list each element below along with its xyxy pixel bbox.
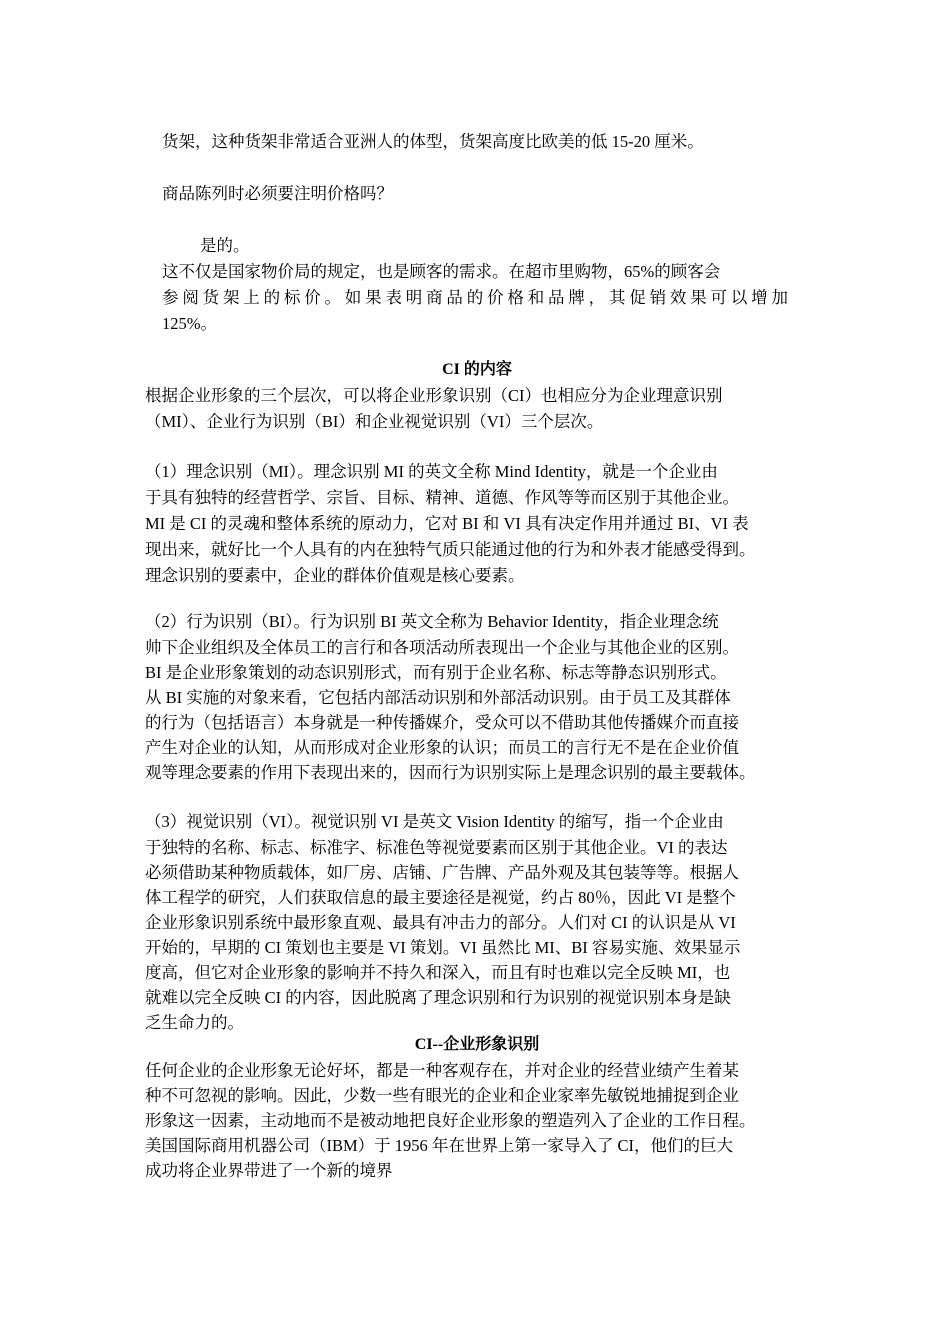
- text-line: 观等理念要素的作用下表现出来的，因而行为识别实际上是理念识别的最主要载体。: [145, 763, 756, 782]
- text-line: 从 BI 实施的对象来看，它包括内部活动识别和外部活动识别。由于员工及其群体: [145, 688, 731, 707]
- text-line: 货架，这种货架非常适合亚洲人的体型，货架高度比欧美的低 15-20 厘米。: [162, 132, 704, 151]
- text-line: 成功将企业界带进了一个新的境界: [145, 1161, 393, 1180]
- section-heading: CI 的内容: [442, 361, 512, 378]
- text-line: （2）行为识别（BI）。行为识别 BI 英文全称为 Behavior Identity，指企业理念统: [145, 612, 719, 631]
- section-heading: CI--企业形象识别: [414, 1036, 540, 1053]
- text-line: 度高，但它对企业形象的影响并不持久和深入，而且有时也难以完全反映 MI，也: [145, 963, 731, 982]
- text-line: 现出来，就好比一个人具有的内在独特气质只能通过他的行为和外表才能感受得到。: [145, 540, 756, 559]
- question-line: 商品陈列时必须要注明价格吗？: [162, 184, 393, 203]
- text-line: 帅下企业组织及全体员工的言行和各项活动所表现出一个企业与其他企业的区别。: [145, 638, 739, 657]
- text-line: 根据企业形象的三个层次，可以将企业形象识别（CI）也相应分为企业理意识别: [145, 386, 723, 405]
- text-line: 就难以完全反映 CI 的内容，因此脱离了理念识别和行为识别的视觉识别本身是缺: [145, 988, 731, 1007]
- text-line: 产生对企业的认知，从而形成对企业形象的认识；而员工的言行无不是在企业价值: [145, 738, 739, 757]
- text-line: 企业形象识别系统中最形象直观、最具有冲击力的部分。人们对 CI 的认识是从 VI: [145, 913, 736, 932]
- text-line: 种不可忽视的影响。因此，少数一些有眼光的企业和企业家率先敏锐地捕捉到企业: [145, 1086, 739, 1105]
- text-line: 必须借助某种物质载体，如厂房、店铺、广告牌、产品外观及其包装等等。根据人: [145, 863, 739, 882]
- text-line: 参阅货架上的标价。如果表明商品的价格和品牌，其促销效果可以增加: [162, 288, 788, 307]
- text-line: 形象这一因素，主动地而不是被动地把良好企业形象的塑造列入了企业的工作日程。: [145, 1111, 756, 1130]
- text-line: 于独特的名称、标志、标准字、标准色等视觉要素而区别于其他企业。VI 的表达: [145, 838, 728, 857]
- text-line: 的行为（包括语言）本身就是一种传播媒介，受众可以不借助其他传播媒介而直接: [145, 713, 739, 732]
- text-line: MI 是 CI 的灵魂和整体系统的原动力，它对 BI 和 VI 具有决定作用并通过 BI、VI 表: [145, 514, 749, 533]
- text-line: 这不仅是国家物价局的规定，也是顾客的需求。在超市里购物，65%的顾客会: [162, 262, 721, 281]
- text-line: 125%。: [162, 314, 217, 333]
- answer-line: 是的。: [200, 236, 250, 255]
- text-line: 开始的，早期的 CI 策划也主要是 VI 策划。VI 虽然比 MI、BI 容易实施、效果显示: [145, 938, 741, 957]
- text-line: （MI）、企业行为识别（BI）和企业视觉识别（VI）三个层次。: [145, 412, 604, 431]
- text-line: 任何企业的企业形象无论好坏，都是一种客观存在，并对企业的经营业绩产生着某: [145, 1061, 739, 1080]
- text-line: 体工程学的研究，人们获取信息的最主要途径是视觉，约占 80％，因此 VI 是整个: [145, 888, 736, 907]
- text-line: （3）视觉识别（VI）。视觉识别 VI 是英文 Vision Identity 的缩写，指一个企业由: [145, 812, 724, 831]
- text-line: 美国国际商用机器公司（IBM）于 1956 年在世界上第一家导入了 CI，他们的巨大: [145, 1136, 734, 1155]
- text-line: （1）理念识别（MI）。理念识别 MI 的英文全称 Mind Identity，就是一个企业由: [145, 462, 718, 481]
- text-line: 理念识别的要素中，企业的群体价值观是核心要素。: [145, 566, 525, 585]
- text-line: 于具有独特的经营哲学、宗旨、目标、精神、道德、作风等等而区别于其他企业。: [145, 488, 739, 507]
- text-line: 乏生命力的。: [145, 1013, 244, 1032]
- text-line: BI 是企业形象策划的动态识别形式，而有别于企业名称、标志等静态识别形式。: [145, 663, 727, 682]
